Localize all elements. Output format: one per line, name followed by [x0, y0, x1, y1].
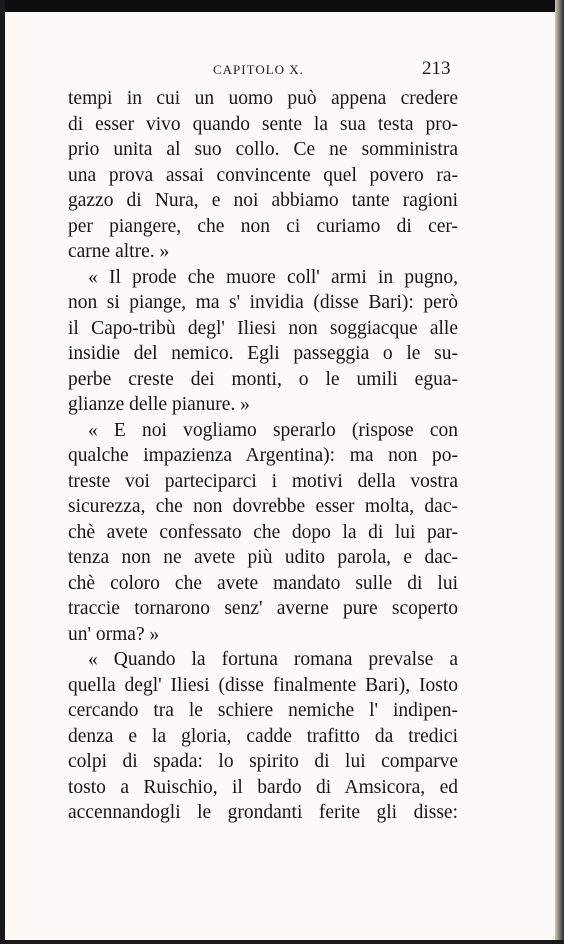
text-line: accennandogli le grondanti ferite gli disse:	[68, 802, 458, 823]
text-line: prio unita al suo collo. Ce ne somministra	[68, 139, 458, 160]
text-line: perbe creste dei monti, o le umili egua-	[68, 368, 458, 390]
running-title: CAPITOLO X.	[213, 62, 304, 77]
text-line: non si piange, ma s' invidia (disse Bari): però	[68, 292, 458, 313]
text-line: chè avete confessato che dopo la di lui par-	[68, 521, 458, 543]
text-line: denza e la gloria, cadde trafitto da tredici	[68, 725, 458, 747]
text-line: tosto a Ruischio, il bardo di Amsicora, ed	[68, 776, 458, 798]
text-line: colpi di spada: lo spirito di lui comparve	[68, 751, 458, 772]
text-line: di esser vivo quando sente la sua testa pro-	[68, 113, 458, 135]
page-number: 213	[422, 58, 451, 79]
text-line: quella degl' Iliesi (disse finalmente Bari), Iosto	[68, 674, 458, 696]
text-line: qualche impazienza Argentina): ma non po-	[68, 445, 458, 466]
text-line: chè coloro che avete mandato sulle di lui	[68, 572, 458, 594]
text-line: treste voi parteciparci i motivi della vostra	[68, 470, 458, 492]
text-line: glianze delle pianure. »	[68, 394, 250, 415]
text-line: traccie tornarono senz' averne pure scoperto	[68, 598, 458, 619]
text-line: per piangere, che non ci curiamo di cer-	[68, 215, 458, 237]
text-line: tenza non ne avete più udito parola, e dac-	[68, 547, 458, 568]
text-line: « Il prode che muore coll' armi in pugno,	[88, 266, 458, 288]
text-line: « E noi vogliamo sperarlo (rispose con	[88, 419, 458, 441]
text-line: insidie del nemico. Egli passeggia o le su-	[68, 343, 458, 364]
text-line: cercando tra le schiere nemiche l' indipen-	[68, 700, 458, 721]
text-line: gazzo di Nura, e noi abbiamo tante ragioni	[68, 190, 458, 211]
text-line: sicurezza, che non dovrebbe esser molta, dac-	[68, 496, 458, 517]
text-line: una prova assai convincente quel povero ra-	[68, 164, 458, 186]
text-line: « Quando la fortuna romana prevalse a	[88, 649, 458, 670]
body-text	[68, 86, 458, 826]
text-line: il Capo-tribù degl' Iliesi non soggiacque alle	[68, 317, 458, 339]
text-line: carne altre. »	[68, 241, 170, 262]
text-line: tempi in cui un uomo può appena credere	[68, 88, 458, 109]
text-line: un' orma? »	[68, 623, 160, 645]
